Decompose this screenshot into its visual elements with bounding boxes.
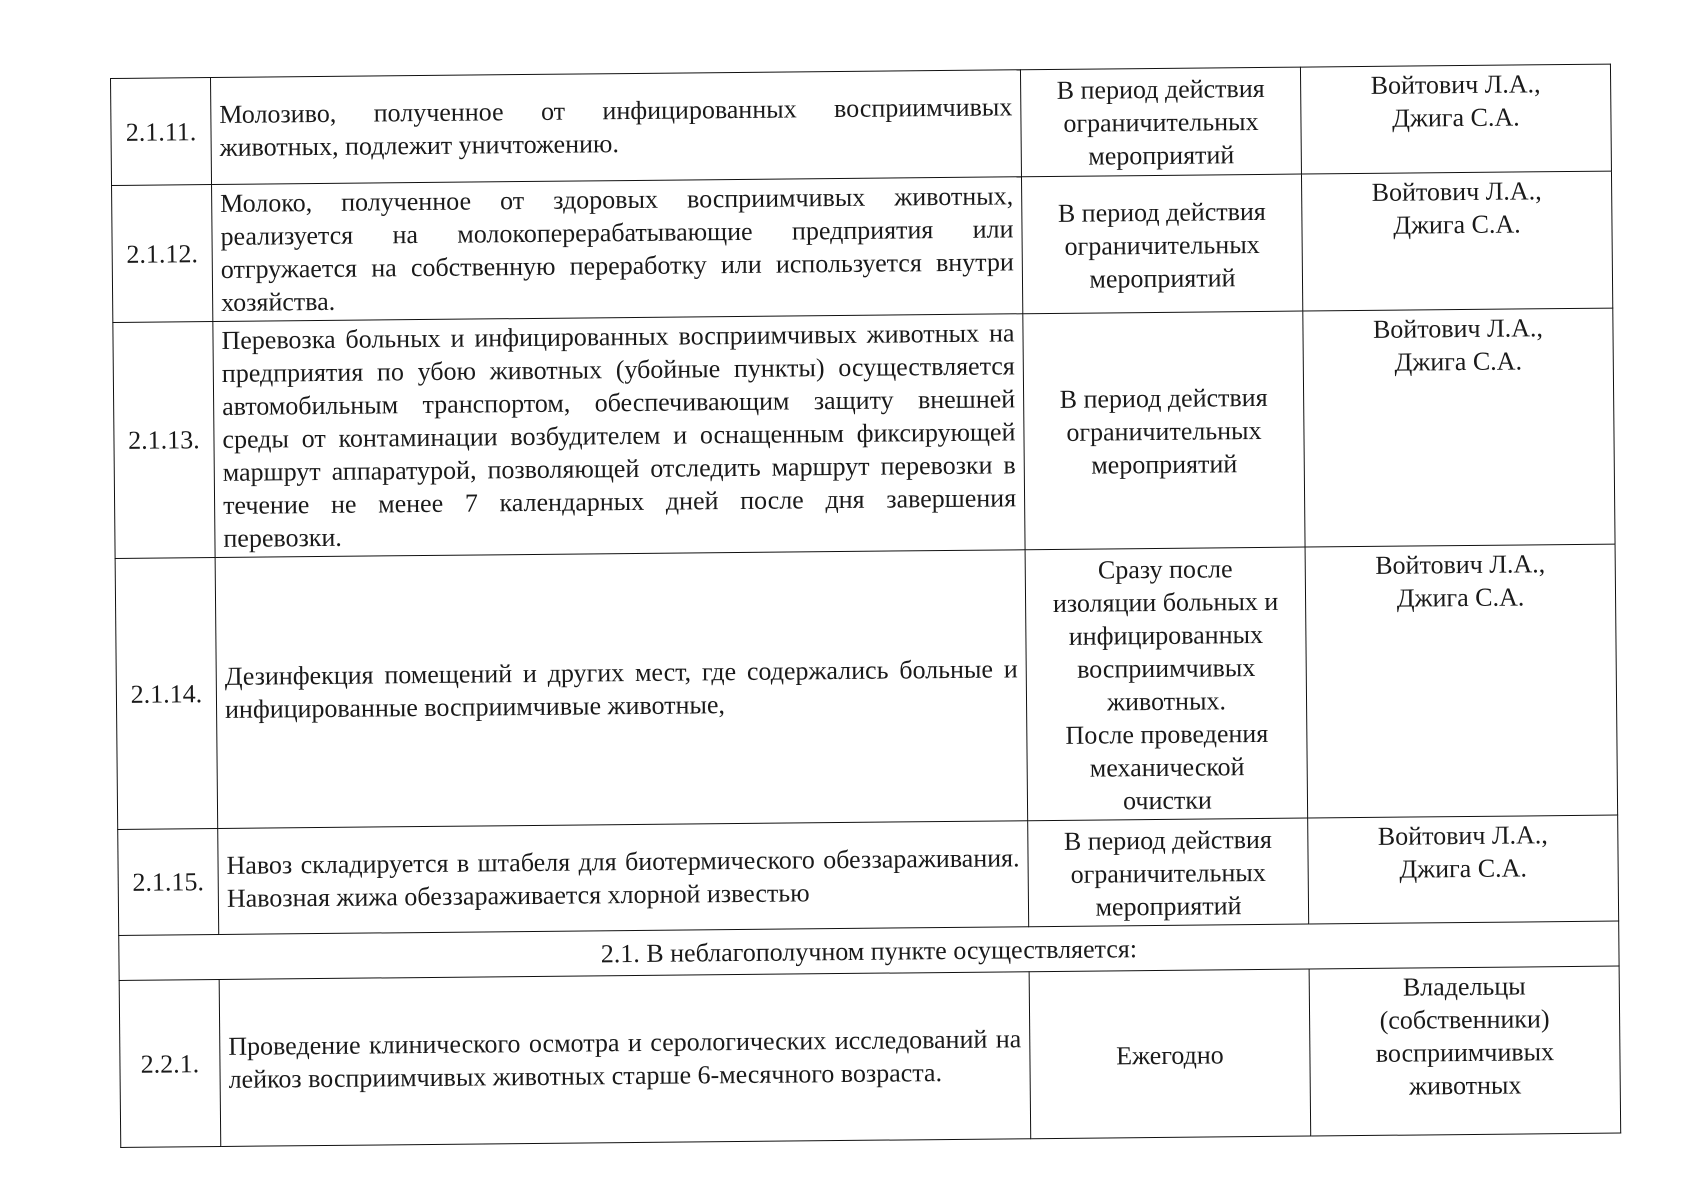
table-row xyxy=(115,544,1618,829)
responsible-line: восприимчивых xyxy=(1375,1037,1555,1068)
timing-cell xyxy=(1021,174,1302,314)
timing-line: очистки xyxy=(1122,785,1212,816)
timing-line: В период действия xyxy=(1059,382,1268,414)
measure-text: Проведение клинического осмотра и серологических исследований на лейкоз восприимчивых животных старше 6-месячного возраста. xyxy=(219,972,1031,1147)
responsible-line: Войтович Л.А., xyxy=(1377,820,1548,851)
measure-text: Молозиво, полученное от инфицированных восприимчивых животных, подлежит уничтожению. xyxy=(211,70,1022,185)
timing-line: Сразу после xyxy=(1097,554,1233,585)
item-number: 2.1.14. xyxy=(115,558,218,830)
responsible-line: Джига С.А. xyxy=(1399,853,1528,884)
measure-text: Дезинфекция помещений и других мест, где содержались больные и инфицированные восприимчивые животные, xyxy=(215,550,1028,829)
responsible-line: Владельцы xyxy=(1402,971,1526,1002)
timing-line: инфицированных xyxy=(1068,619,1264,651)
item-number: 2.2.1. xyxy=(119,979,221,1147)
table-row xyxy=(118,815,1619,935)
timing-line: мероприятий xyxy=(1091,449,1238,480)
measures-table-wrapper xyxy=(110,64,1620,1148)
timing-line: После проведения xyxy=(1065,718,1269,750)
responsible-line: Войтович Л.А., xyxy=(1371,176,1542,207)
timing-line: ограничительных xyxy=(1064,229,1260,261)
timing-line: изоляции больных и xyxy=(1052,586,1279,618)
table-row xyxy=(112,171,1613,322)
timing-line: ограничительных xyxy=(1066,415,1262,447)
responsible-line: Войтович Л.А., xyxy=(1372,313,1544,344)
timing-line: мероприятий xyxy=(1089,262,1236,294)
timing-line: ограничительных xyxy=(1063,106,1259,138)
item-number: 2.1.13. xyxy=(113,322,215,559)
responsible-line: Джига С.А. xyxy=(1396,582,1525,613)
timing-line: В период действия xyxy=(1063,824,1272,856)
timing-line: ограничительных xyxy=(1070,857,1266,889)
responsible-line: Войтович Л.А., xyxy=(1370,69,1541,100)
item-number: 2.1.11. xyxy=(111,78,212,186)
measures-table xyxy=(110,64,1621,1148)
responsible-cell xyxy=(1308,815,1619,924)
responsible-cell xyxy=(1309,966,1621,1136)
timing-cell xyxy=(1028,818,1309,927)
measure-text: Молоко, полученное от здоровых восприимчивых животных, реализуется на молокоперерабатывающие предприятия или отгружается на собственную переработку или используется внутри хозяйства. xyxy=(212,177,1023,322)
table-row xyxy=(113,308,1615,558)
timing-cell xyxy=(1029,969,1311,1139)
responsible-line: животных xyxy=(1408,1070,1522,1101)
timing-line: В период действия xyxy=(1057,196,1266,228)
item-number: 2.1.12. xyxy=(112,185,213,323)
responsible-line: (собственники) xyxy=(1379,1004,1550,1035)
responsible-line: Джига С.А. xyxy=(1393,209,1521,240)
timing-cell xyxy=(1025,547,1308,821)
timing-cell xyxy=(1023,311,1305,550)
responsible-line: Джига С.А. xyxy=(1394,346,1523,377)
table-row xyxy=(119,966,1621,1147)
timing-line: животных. xyxy=(1106,686,1227,717)
item-number: 2.1.15. xyxy=(118,829,219,936)
responsible-cell xyxy=(1305,544,1618,818)
measure-text: Перевозка больных и инфицированных восприимчивых животных на предприятия по убою животных (убойные пункты) осуществляется автомобильным транспортом, обеспечивающим защиту внешней среды от контаминации возбудителем и оснащенным фиксирующей маршрут аппаратурой, позволяющей отследить маршрут перевозки в течение не менее 7 календарных дней после дня завершения перевозки. xyxy=(213,314,1025,558)
responsible-line: Войтович Л.А., xyxy=(1375,549,1546,580)
timing-line: мероприятий xyxy=(1095,891,1242,922)
timing-line: механической xyxy=(1089,752,1245,783)
timing-line: мероприятий xyxy=(1088,140,1235,171)
responsible-cell xyxy=(1303,308,1615,547)
timing-cell xyxy=(1020,67,1301,177)
responsible-cell xyxy=(1301,171,1612,311)
timing-line: Ежегодно xyxy=(1116,1039,1224,1070)
timing-line: В период действия xyxy=(1056,73,1265,105)
responsible-line: Джига С.А. xyxy=(1392,102,1520,133)
table-row xyxy=(111,64,1612,185)
measure-text: Навоз складируется в штабеля для биотермического обеззараживания. Навозная жижа обеззараживается хлорной известью xyxy=(218,821,1029,935)
timing-line: восприимчивых xyxy=(1076,653,1256,684)
section-heading: 2.1. В неблагополучном пункте осуществляется: xyxy=(119,921,1619,980)
responsible-cell xyxy=(1300,64,1611,174)
